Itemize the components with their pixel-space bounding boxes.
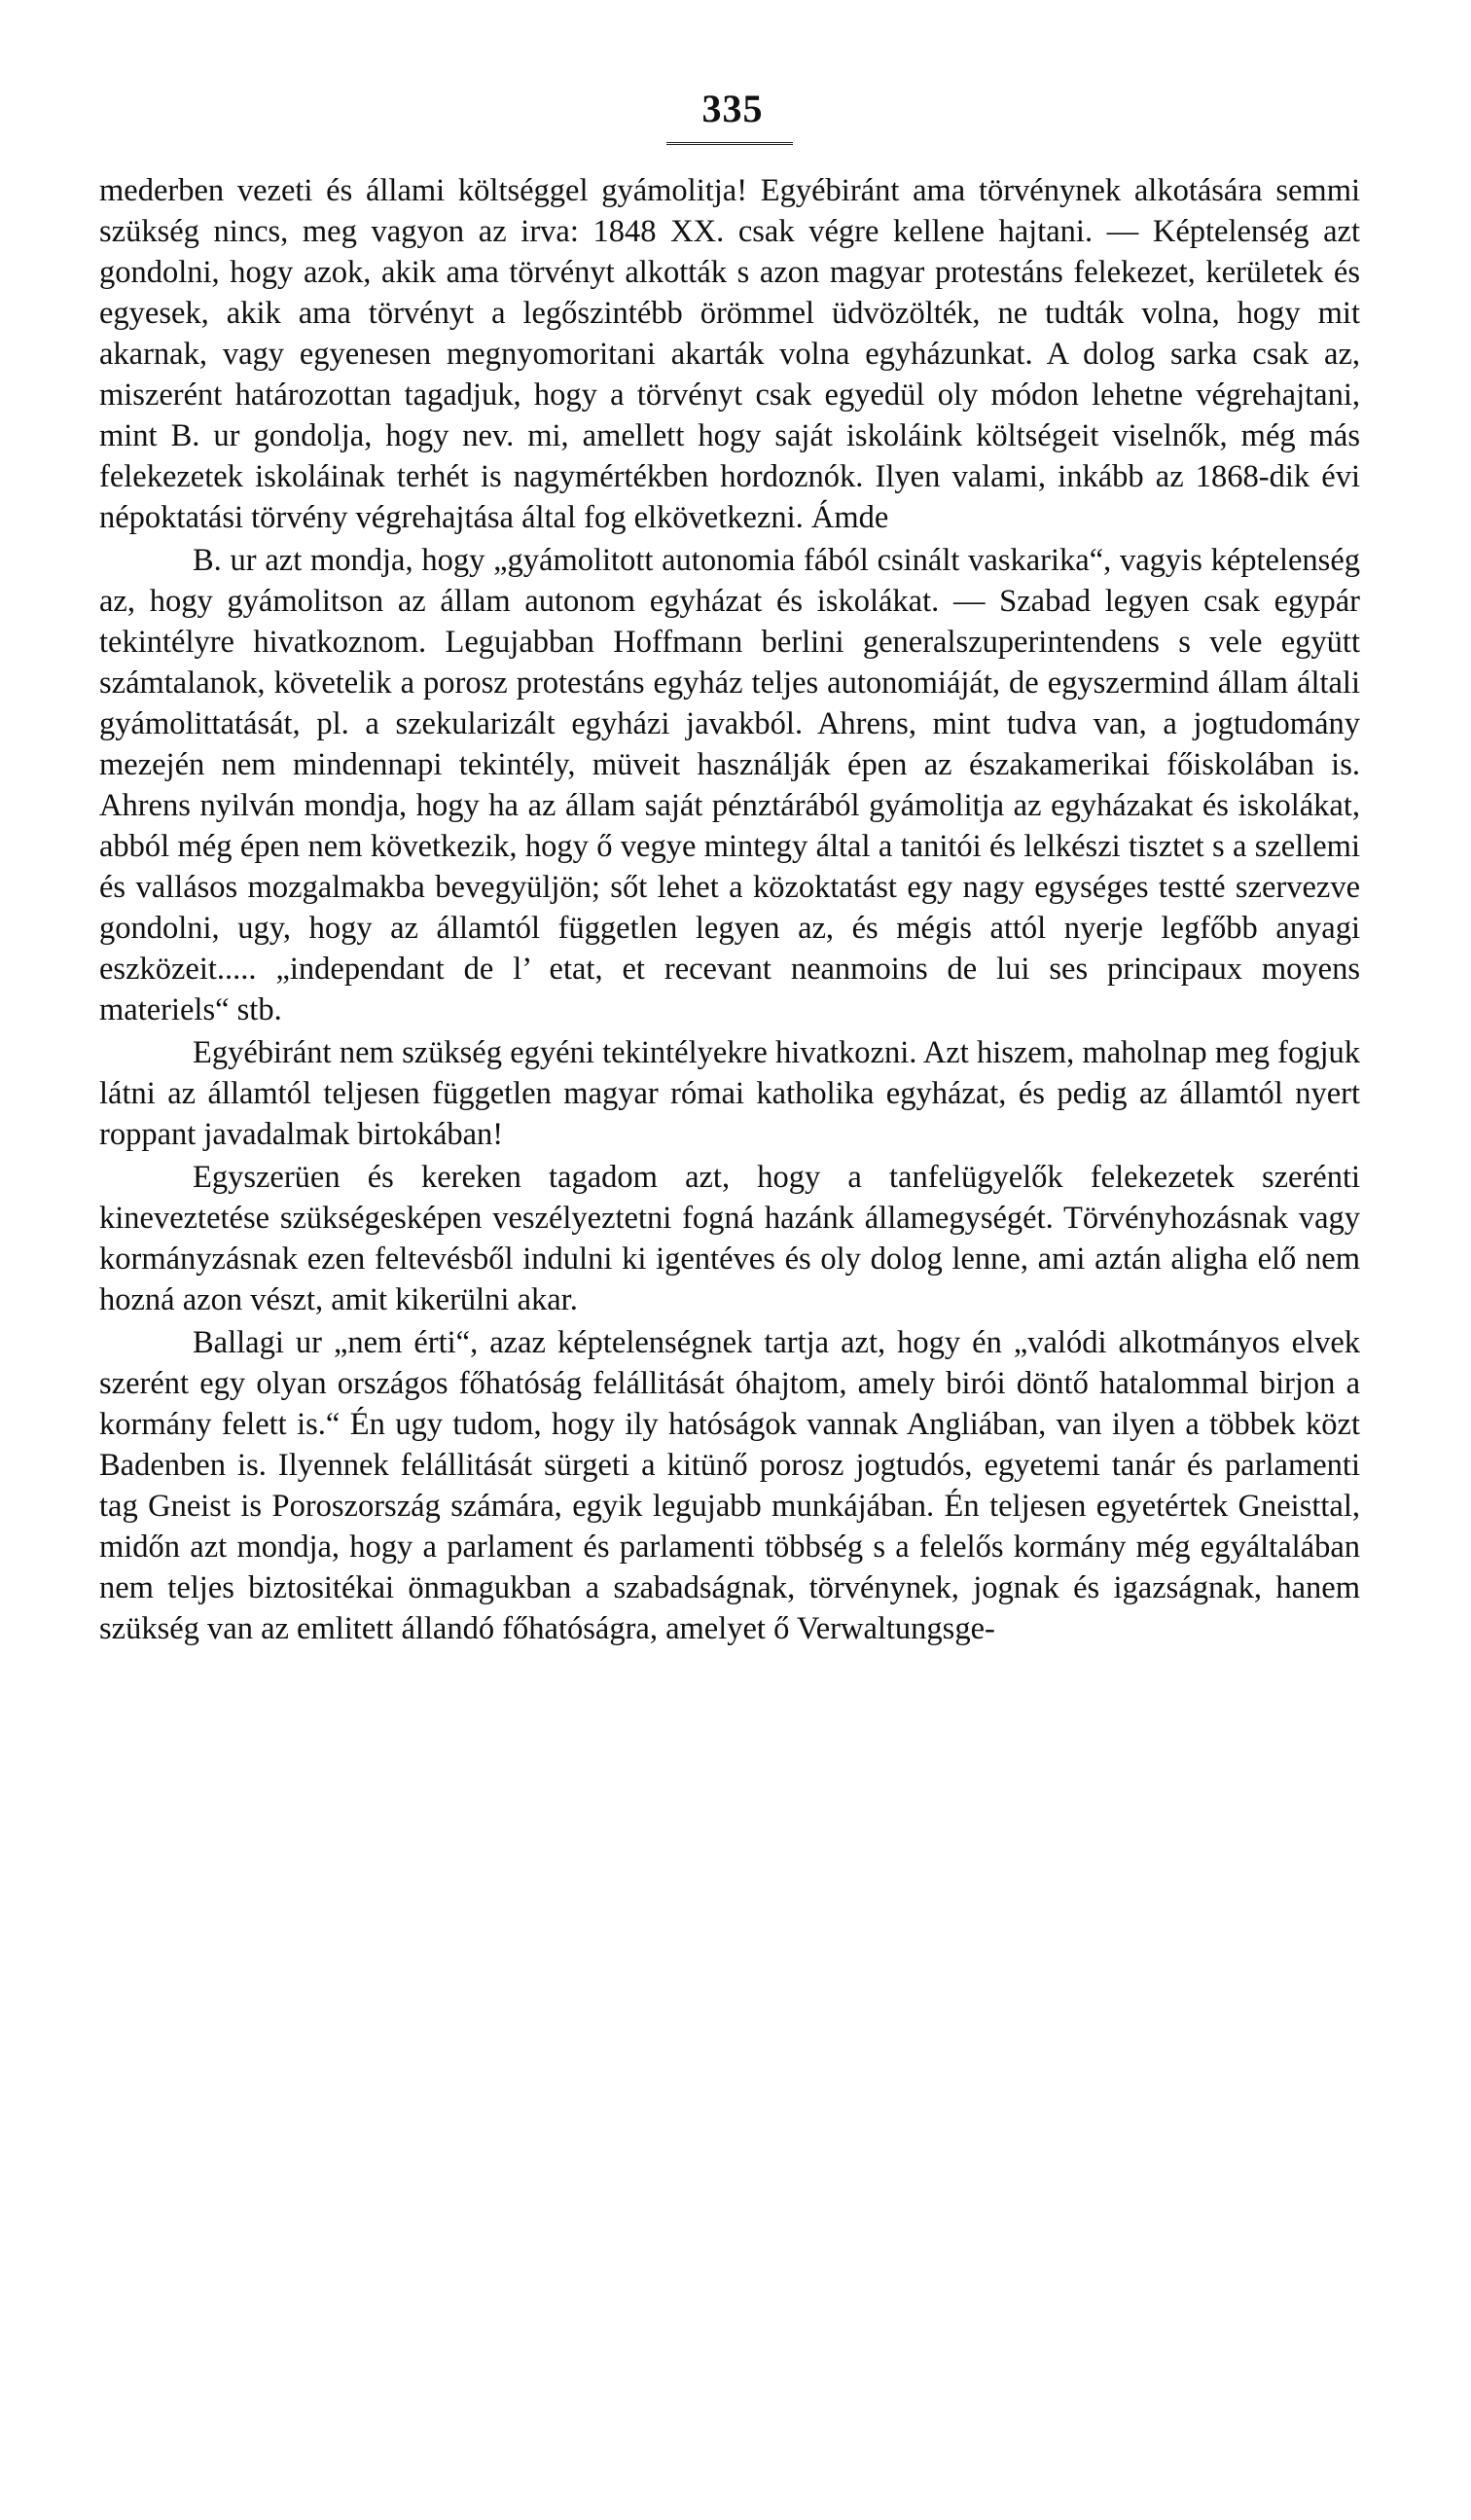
paragraph-4: Egyszerüen és kereken tagadom azt, hogy a tanfelügyelők felekezetek szerénti kineveztetése szükségesképen veszélyeztetni fogná hazánk államegységét. Törvényhozásnak vagy kormányzásnak ezen feltevésből indulni ki igentéves és oly dolog lenne, ami aztán aligha elő nem hozná azon vészt, amit kikerülni akar.	[99, 1160, 1360, 1317]
paragraph-2: B. ur azt mondja, hogy „gyámolitott autonomia fából csinált vaskarika“, vagyis képtelenség az, hogy gyámolitson az állam autonom egyházat és iskolákat. — Szabad legyen csak egypár tekintélyre hivatkoznom. Legujabban Hoffmann berlini generalszuperintendens s vele együtt számtalanok, követelik a porosz protestáns egyház teljes autonomiáját, de egyszermind állam általi gyámolittatását, pl. a szekularizált egyházi javakból. Ahrens, mint tudva van, a jogtudomány mezején nem mindennapi tekintély, müveit használják épen az északamerikai főiskolában is. Ahrens nyilván mondja, hogy ha az állam saját pénztárából gyámolitja az egyházakat és iskolákat, abból még épen nem következik, hogy ő vegye mintegy által a tanitói és lelkészi tisztet s a szellemi és vallásos mozgalmakba bevegyüljön; sőt lehet a közoktatást egy nagy egységes testté szervezve gondolni, ugy, hogy az államtól független legyen az, és mégis attól nyerje legfőbb anyagi eszközeit..... „independant de l’ etat, et recevant neanmoins de lui ses principaux moyens materiels“ stb.	[99, 543, 1360, 1027]
book-page	[99, 88, 1360, 1651]
paragraph-5: Ballagi ur „nem érti“, azaz képtelenségnek tartja azt, hogy én „valódi alkotmányos elvek szerént egy olyan országos főhatóság felállitását óhajtom, amely birói döntő hatalommal birjon a kormány felett is.“ Én ugy tudom, hogy ily hatóságok vannak Angliában, van ilyen a többek közt Badenben is. Ilyennek felállitását sürgeti a kitünő porosz jogtudós, egyetemi tanár és parlamenti tag Gneist is Poroszország számára, egyik legujabb munkájában. Én teljesen egyetértek Gneisttal, midőn azt mondja, hogy a parlament és parlamenti többség s a felelős kormány még egyáltalában nem teljes biztositékai önmagukban a szabadságnak, törvénynek, jognak és igazságnak, hanem szükség van az emlitett állandó főhatóságra, amelyet ő Verwaltungsge-	[99, 1325, 1360, 1646]
paragraph-3: Egyébiránt nem szükség egyéni tekintélyekre hivatkozni. Azt hiszem, maholnap meg fogjuk látni az államtól teljesen független magyar római katholika egyházat, és pedig az államtól nyert roppant javadalmak birtokában!	[99, 1035, 1360, 1152]
page-number: 335	[701, 87, 764, 130]
page-number-ornament	[666, 132, 793, 145]
paragraph-1: mederben vezeti és állami költséggel gyámolitja! Egyébiránt ama törvénynek alkotására semmi szükség nincs, meg vagyon az irva: 1848 XX. csak végre kellene hajtani. — Képtelenség azt gondolni, hogy azok, akik ama törvényt alkották s azon magyar protestáns felekezet, kerületek és egyesek, akik ama törvényt a legőszintébb örömmel üdvözölték, ne tudták volna, hogy mit akarnak, vagy egyenesen megnyomoritani akarták volna egyházunkat. A dolog sarka csak az, miszerént határozottan tagadjuk, hogy a törvényt csak egyedül oly módon lehetne végrehajtani, mint B. ur gondolja, hogy nev. mi, amellett hogy saját iskoláink költségeit viselnők, még más felekezetek iskoláinak terhét is nagymértékben hordoznók. Ilyen valami, inkább az 1868-dik évi népoktatási törvény végrehajtása által fog elkövetkezni. Ámde	[99, 173, 1360, 535]
